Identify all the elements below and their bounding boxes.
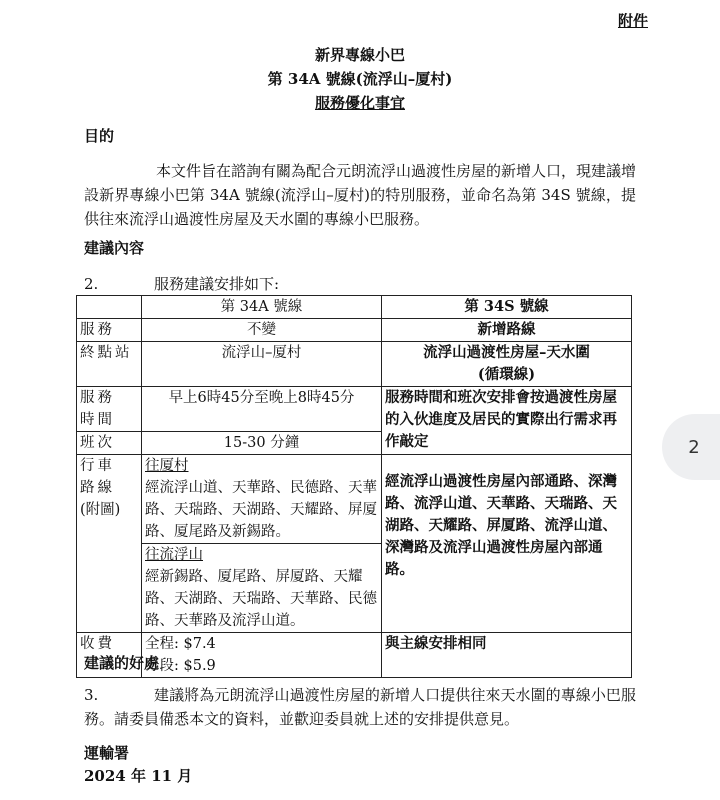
routing-label-line3: (附圖) <box>80 502 121 518</box>
fare-34s: 與主線安排相同 <box>382 633 632 678</box>
benefits-paragraph <box>84 683 636 731</box>
header-empty-cell <box>77 296 142 319</box>
row-label-hours <box>77 387 142 432</box>
benefits-para-text: 建議將為元朗流浮山過渡性房屋的新增人口提供往來天水圍的專線小巴服務。請委員備悉本文的資料，並歡迎委員就上述的安排提供意見。 <box>84 686 636 728</box>
termini-34s <box>382 342 632 387</box>
table-row-routing <box>77 455 632 633</box>
row-label-termini: 終點站 <box>77 342 142 387</box>
fare-34a <box>142 633 382 678</box>
service-arrangement-table <box>76 295 632 678</box>
row-label-service: 服務 <box>77 319 142 342</box>
hours-34a: 早上6時45分至晚上8時45分 <box>142 387 382 432</box>
header-route-34a: 第 34A 號線 <box>142 296 382 319</box>
title-line-2: 第 34A 號線(流浮山–厦村) <box>267 70 453 88</box>
hours-34s: 服務時間和班次安排會按過渡性房屋的入伙進度及居民的實際出行需求再作敲定 <box>382 387 632 455</box>
fare-section: 分段: $5.9 <box>145 658 216 674</box>
row-label-fare: 收費 <box>77 633 142 678</box>
annex-label: 附件 <box>617 12 648 30</box>
benefits-para-number: 3. <box>84 686 99 704</box>
routing-34a <box>142 455 382 633</box>
title-line-3: 服務優化事宜 <box>314 94 405 112</box>
proposal-heading: 建議內容 <box>84 239 145 257</box>
table-header-row <box>77 296 632 319</box>
frequency-34a: 15-30 分鐘 <box>142 432 382 455</box>
purpose-heading: 目的 <box>84 127 115 145</box>
hours-label-line1: 服務 <box>80 390 115 406</box>
routing-to-lau-fau-shan-title: 往流浮山 <box>145 547 203 563</box>
benefits-heading: 建議的好處 <box>84 654 160 672</box>
row-label-routing <box>77 455 142 633</box>
proposal-para-number: 2. <box>84 275 99 293</box>
termini-34a: 流浮山–厦村 <box>142 342 382 387</box>
signature-department: 運輸署 <box>84 744 130 762</box>
row-label-frequency: 班次 <box>77 432 142 455</box>
routing-to-ha-tsuen-title: 往厦村 <box>145 458 189 474</box>
table-row-service <box>77 319 632 342</box>
routing-to-lau-fau-shan-block <box>142 543 381 632</box>
purpose-paragraph: 本文件旨在諮詢有關為配合元朗流浮山過渡性房屋的新增人口，現建議增設新界專線小巴第 34A 號線(流浮山–厦村)的特別服務，並命名為第 34S 號線，提供往來流浮山過渡性房屋及天水圍的專線小巴服務。 <box>84 162 637 228</box>
header-route-34s: 第 34S 號線 <box>382 296 632 319</box>
fare-full-journey: 全程: $7.4 <box>145 636 216 652</box>
proposal-paragraph <box>84 272 636 296</box>
hours-label-line2: 時間 <box>80 412 115 428</box>
proposal-para-text: 服務建議安排如下: <box>154 275 280 293</box>
title-line-1: 新界專線小巴 <box>314 46 405 64</box>
routing-34s-text: 經流浮山過渡性房屋內部通路、深灣路、流浮山道、天華路、天瑞路、天湖路、天耀路、屏厦路、流浮山道、深灣路及流浮山過渡性房屋內部通路。 <box>385 473 617 578</box>
termini-34s-line1: 流浮山過渡性房屋–天水圍 <box>423 344 590 361</box>
termini-34s-line2: (循環線) <box>477 366 536 383</box>
routing-label-line1: 行車 <box>80 458 115 474</box>
service-34s: 新增路線 <box>382 319 632 342</box>
page-indicator[interactable]: 2 <box>662 414 720 480</box>
routing-34s <box>382 455 632 633</box>
routing-label-line2: 路線 <box>80 480 115 496</box>
service-34a: 不變 <box>142 319 382 342</box>
table-row-fare <box>77 633 632 678</box>
table-row-termini <box>77 342 632 387</box>
routing-to-ha-tsuen-route: 經流浮山道、天華路、民德路、天華路、天瑞路、天湖路、天耀路、屏厦路、厦尾路及新錫路。 <box>145 480 377 540</box>
routing-to-lau-fau-shan-route: 經新錫路、厦尾路、屏厦路、天耀路、天湖路、天瑞路、天華路、民德路、天華路及流浮山道。 <box>145 569 377 629</box>
signature-date: 2024 年 11 月 <box>84 767 193 785</box>
